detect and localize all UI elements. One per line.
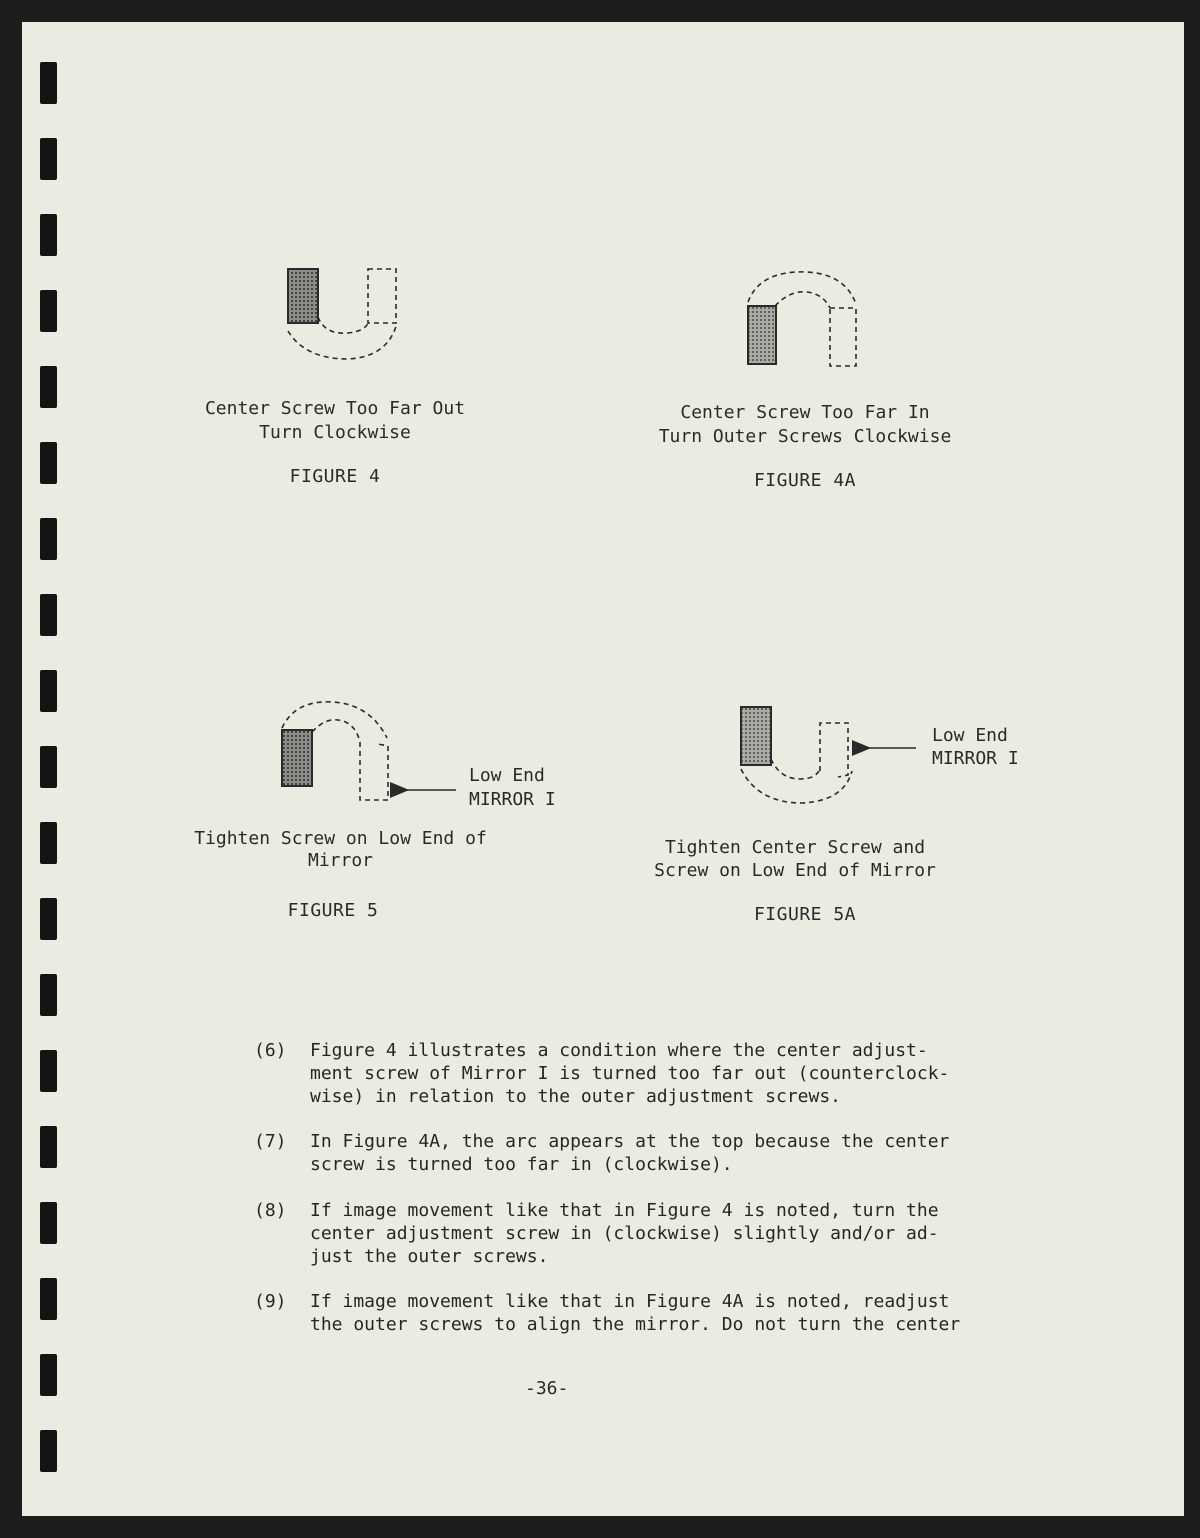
figure-4-label: FIGURE 4 — [289, 466, 381, 487]
dashed-outline — [820, 723, 848, 777]
figure-4a-caption-line1: Center Screw Too Far In — [680, 402, 930, 423]
paragraph-9 — [254, 1291, 1014, 1339]
paragraph-line: If image movement like that in Figure 4A is noted, readjust — [310, 1291, 950, 1312]
dashed-outline — [360, 742, 388, 800]
binding-hole — [40, 1126, 57, 1168]
binding-hole — [40, 746, 57, 788]
paragraph-line: the outer screws to align the mirror. Do not turn the center — [310, 1314, 961, 1335]
dashed-outline — [368, 269, 396, 323]
figure-5-label: FIGURE 5 — [287, 900, 379, 921]
figure-4-caption-line1: Center Screw Too Far Out — [204, 398, 466, 419]
figure-5a-callout-line2: MIRROR I — [932, 748, 1019, 769]
figure-4-diagram — [270, 255, 420, 375]
paragraph-line: ment screw of Mirror I is turned too far out (counterclock- — [310, 1063, 950, 1084]
inner-arc — [312, 720, 360, 742]
binding-hole — [40, 366, 57, 408]
binding-hole — [40, 1202, 57, 1244]
paragraph-line: Figure 4 illustrates a condition where the center adjust- — [310, 1040, 928, 1061]
paragraph-6 — [254, 1040, 1014, 1110]
mirror-block — [741, 707, 771, 765]
paragraph-number: (9) — [254, 1291, 287, 1312]
mirror-block — [282, 730, 312, 786]
inner-arc — [775, 292, 830, 308]
paragraph-line: screw is turned too far in (clockwise). — [310, 1154, 733, 1175]
binding-hole — [40, 518, 57, 560]
inner-arc — [318, 317, 368, 333]
binding-hole — [40, 1430, 57, 1472]
paragraph-line: In Figure 4A, the arc appears at the top because the center — [310, 1131, 950, 1152]
binding-hole — [40, 898, 57, 940]
binding-hole — [40, 1050, 57, 1092]
paragraph-line: just the outer screws. — [310, 1246, 549, 1267]
outer-arc — [288, 323, 397, 359]
binding-hole — [40, 290, 57, 332]
paragraph-number: (6) — [254, 1040, 287, 1061]
figure-4a-caption-line2: Turn Outer Screws Clockwise — [658, 426, 952, 447]
outer-arc — [748, 272, 856, 304]
figure-5a-callout-line1: Low End — [932, 725, 1008, 746]
inner-arc — [771, 759, 820, 779]
binding-hole — [40, 1278, 57, 1320]
outer-arc — [741, 769, 852, 803]
paragraph-7 — [254, 1131, 1014, 1179]
binding-holes — [0, 0, 120, 1538]
binding-hole — [40, 670, 57, 712]
figure-5-caption-line2: Mirror — [307, 850, 374, 871]
paragraph-line: wise) in relation to the outer adjustment screws. — [310, 1086, 842, 1107]
paragraph-8 — [254, 1200, 1014, 1270]
paragraph-line: If image movement like that in Figure 4 is noted, turn the — [310, 1200, 939, 1221]
paragraph-number: (7) — [254, 1131, 287, 1152]
binding-hole — [40, 1354, 57, 1396]
figure-5a-caption-line1: Tighten Center Screw and — [664, 837, 926, 858]
paragraph-line: center adjustment screw in (clockwise) slightly and/or ad- — [310, 1223, 939, 1244]
figure-5-callout-line1: Low End — [469, 765, 545, 786]
binding-hole — [40, 138, 57, 180]
figure-5-diagram — [270, 690, 470, 810]
figure-4a-diagram — [735, 262, 875, 377]
binding-hole — [40, 442, 57, 484]
mirror-block — [288, 269, 318, 323]
page-number: -36- — [525, 1378, 569, 1399]
mirror-block — [748, 306, 776, 364]
figure-5a-label: FIGURE 5A — [753, 904, 857, 925]
figure-5-caption-line1: Tighten Screw on Low End of — [194, 828, 487, 849]
figure-5-callout-line2: MIRROR I — [469, 789, 556, 810]
binding-hole — [40, 62, 57, 104]
binding-hole — [40, 594, 57, 636]
figure-5a-diagram — [728, 695, 928, 815]
figure-5a-caption-line2: Screw on Low End of Mirror — [654, 860, 936, 881]
paragraph-number: (8) — [254, 1200, 287, 1221]
figure-4-caption-line2: Turn Clockwise — [259, 422, 411, 443]
binding-hole — [40, 974, 57, 1016]
figure-4a-label: FIGURE 4A — [753, 470, 857, 491]
binding-hole — [40, 214, 57, 256]
dashed-outline — [830, 308, 856, 366]
binding-hole — [40, 822, 57, 864]
